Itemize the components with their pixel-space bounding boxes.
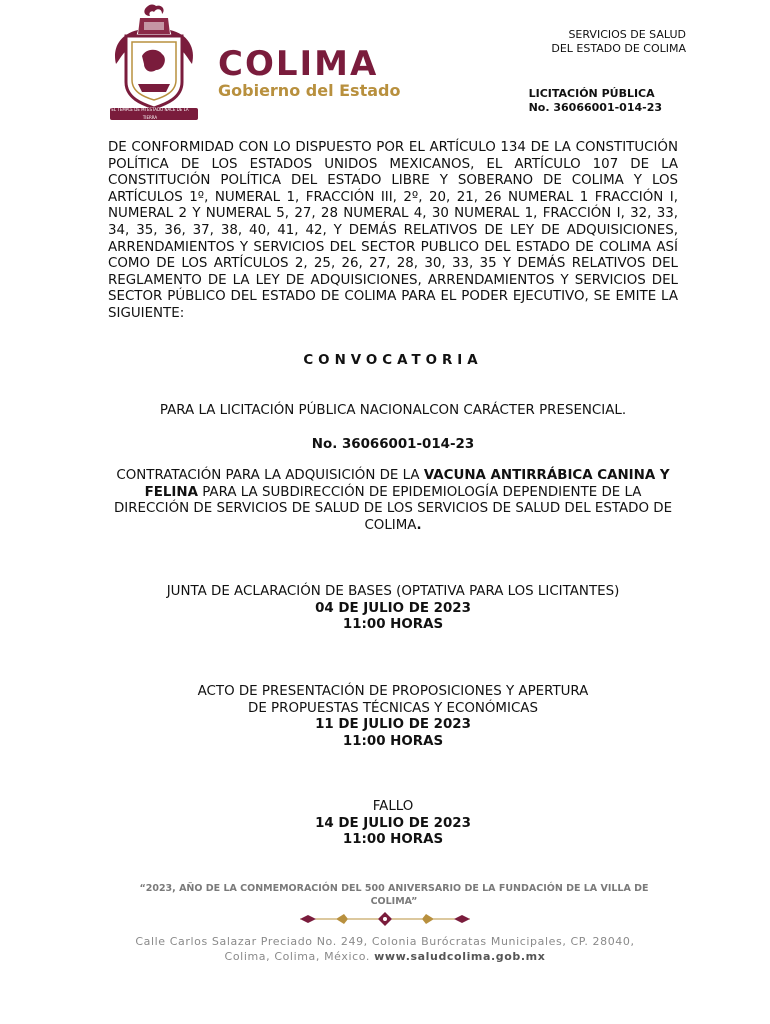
address-line-2: [120, 949, 650, 964]
contract-text-post: PARA LA SUBDIRECCIÓN DE EPIDEMIOLOGÍA DEPENDIENTE DE LA DIRECCIÓN DE SERVICIOS DE SALUD DE LOS SERVICIOS DE SALUD DEL ESTADO DE COLIMA: [113, 484, 673, 533]
event-time: 11:00 HORAS: [342, 832, 444, 848]
contract-text-pre: CONTRATACIÓN PARA LA ADQUISICIÓN DE LA: [116, 468, 424, 483]
address-block: [120, 934, 650, 964]
tender-type: PARA LA LICITACIÓN PÚBLICA NACIONALCON CARÁCTER PRESENCIAL.: [159, 403, 627, 418]
event-time: 11:00 HORAS: [342, 733, 444, 749]
event-ruling: [100, 799, 686, 849]
event-title-line-2: DE PROPUESTAS TÉCNICAS Y ECONÓMICAS: [248, 700, 538, 716]
event-title: ACTO DE PRESENTACIÓN DE PROPOSICIONES Y APERTURA: [197, 684, 589, 699]
address-city: Colima, Colima, México.: [224, 950, 375, 963]
event-time: 11:00 HORAS: [342, 617, 444, 633]
website-link[interactable]: www.saludcolima.gob.mx: [374, 950, 546, 963]
brand-name: COLIMA: [218, 44, 379, 84]
brand-subtitle: Gobierno del Estado: [218, 81, 401, 100]
tender-reference: [529, 87, 662, 115]
tender-number: No. 36066001-014-23: [528, 101, 662, 114]
tender-number-heading: No. 36066001-014-23: [311, 437, 475, 452]
department-header: [551, 28, 686, 56]
state-crest-icon: [104, 4, 204, 122]
event-title: JUNTA DE ACLARACIÓN DE BASES (OPTATIVA PARA LOS LICITANTES): [166, 584, 620, 599]
footer-ornament-icon: [296, 910, 474, 928]
event-proposals-opening: [100, 684, 686, 750]
event-date: 14 DE JULIO DE 2023: [315, 815, 471, 831]
contract-item: VACUNA ANTIRRÁBICA CANINA Y FELINA: [144, 468, 670, 500]
tender-label: LICITACIÓN PÚBLICA: [528, 87, 655, 100]
event-title: FALLO: [372, 799, 414, 814]
department-line-1: SERVICIOS DE SALUD: [568, 28, 686, 41]
department-line-2: DEL ESTADO DE COLIMA: [551, 42, 686, 55]
address-line-1: Calle Carlos Salazar Preciado No. 249, Colonia Burócratas Municipales, CP. 28040,: [135, 935, 635, 948]
year-motto: “2023, AÑO DE LA CONMEMORACIÓN DEL 500 ANIVERSARIO DE LA FUNDACIÓN DE LA VILLA DE COLIMA”: [139, 883, 649, 907]
event-clarification-meeting: [100, 584, 686, 634]
contract-description: [110, 468, 676, 534]
event-date: 04 DE JULIO DE 2023: [315, 600, 471, 616]
document-title: CONVOCATORIA: [303, 353, 483, 368]
brand-logo: [218, 46, 408, 100]
contract-end: .: [416, 517, 422, 533]
crest-ribbon-text: EL TEMPLE DE MI ESTADO NACE DE LA TIERRA: [111, 107, 189, 120]
legal-preamble: DE CONFORMIDAD CON LO DISPUESTO POR EL ARTÍCULO 134 DE LA CONSTITUCIÓN POLÍTICA DE LOS ESTADOS UNIDOS MEXICANOS, EL ARTÍCULO 107 DE LA CONSTITUCIÓN POLÍTICA DEL ESTADO LIBRE Y SOBERANO DE COLIMA Y LOS ARTÍCULOS 1º, NUMERAL 1, FRACCIÓN III, 2º, 20, 21, 26 NUMERAL 1 FRACCIÓN I, NUMERAL 2 Y NUMERAL 5, 27, 28 NUMERAL 4, 30 NUMERAL 1, FRACCIÓN I, 32, 33, 34, 35, 36, 37, 38, 40, 41, 42, Y DEMÁS RELATIVOS DE LEY DE ADQUISICIONES, ARRENDAMIENTOS Y SERVICIOS DEL SECTOR PUBLICO DEL ESTADO DE COLIMA ASÍ COMO DE LOS ARTÍCULOS 2, 25, 26, 27, 28, 30, 33, 35 Y DEMÁS RELATIVOS DEL REGLAMENTO DE LA LEY DE ADQUISICIONES, ARRENDAMIENTOS Y SERVICIOS DEL SECTOR PÚBLICO DEL ESTADO DE COLIMA PARA EL PODER EJECUTIVO, SE EMITE LA SIGUIENTE:: [108, 140, 678, 321]
event-date: 11 DE JULIO DE 2023: [315, 717, 471, 733]
